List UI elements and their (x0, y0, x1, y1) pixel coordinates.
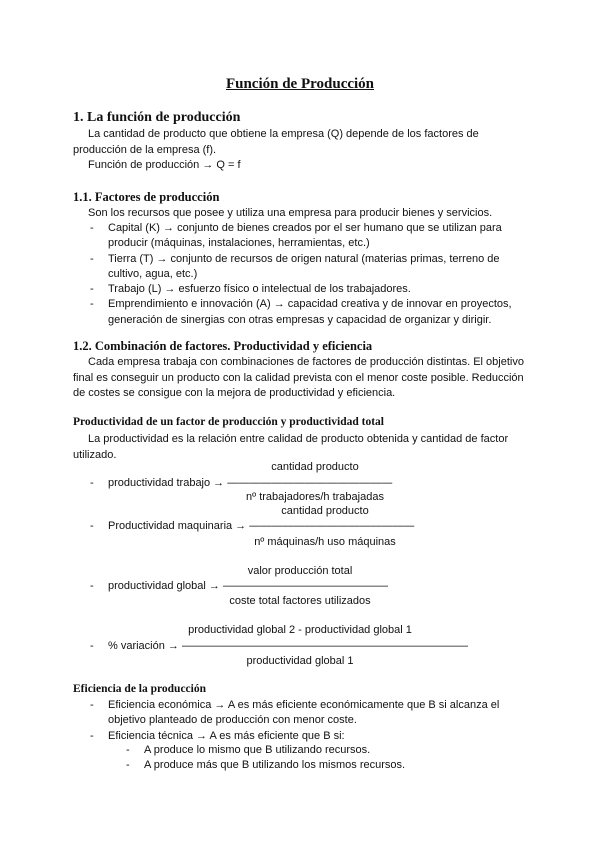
formula-denominator: nº trabajadores/h trabajadas (246, 491, 384, 503)
formula-numerator: cantidad producto (281, 505, 369, 517)
production-function-formula: Función de producción → Q = f (88, 159, 241, 171)
section-heading-1-1: 1.1. Factores de producción (73, 190, 220, 204)
s1-paragraph (73, 127, 531, 158)
formula-label: productividad trabajo → (108, 477, 225, 489)
s11-intro: Son los recursos que posee y utiliza una empresa para producir bienes y servicios. (88, 207, 493, 219)
list-dash: - (90, 640, 94, 652)
section-heading-1-2: 1.2. Combinación de factores. Productividad y eficiencia (73, 339, 373, 353)
formula-denominator: coste total factores utilizados (229, 595, 371, 607)
list-dash: - (90, 477, 94, 489)
productivity-heading: Productividad de un factor de producción y productividad total (73, 416, 384, 428)
formula-row (108, 477, 392, 489)
s12-paragraph (73, 355, 531, 402)
efficiency-list (90, 698, 530, 744)
fraction-bar: ——————————————— (222, 580, 388, 592)
formula-numerator: valor producción total (247, 565, 353, 577)
s1-paragraph-text: La cantidad de producto que obtiene la empresa (Q) depende de los factores de producción de la empresa (f). (73, 128, 479, 156)
list-dash: - (90, 580, 94, 592)
fraction-bar: ——————————————— (249, 520, 415, 532)
list-item: - A produce lo mismo que B utilizando recursos. (126, 743, 530, 758)
formula-numerator: cantidad producto (271, 461, 359, 473)
s12-paragraph-text: Cada empresa trabaja con combinaciones de factores de producción distintas. El objetivo final es conseguir un producto con la calidad prevista con el menor coste posible. Reducción de costes se consigue con la mejora de productividad y eficiencia. (73, 356, 524, 399)
list-item: - Eficiencia económica → A es más eficiente económicamente que B si alcanza el objetivo planteado de producción con menor coste. (90, 698, 530, 729)
formula-row (108, 580, 388, 592)
formula-denominator: productividad global 1 (246, 655, 354, 667)
formula-label: Productividad maquinaria → (108, 520, 247, 532)
formula-label: % variación → (108, 640, 179, 652)
list-item: - Tierra (T) → conjunto de recursos de origen natural (materias primas, terreno de cultivo, agua, etc.) (90, 252, 530, 283)
list-item: - Capital (K) → conjunto de bienes creados por el ser humano que se utilizan para producir (máquinas, instalaciones, herramientas, etc.) (90, 221, 530, 252)
list-dash: - (90, 520, 94, 532)
list-item: - A produce más que B utilizando los mismos recursos. (126, 758, 530, 773)
formula-label: productividad global → (108, 580, 220, 592)
efficiency-heading: Eficiencia de la producción (73, 683, 206, 695)
formula-denominator: nº máquinas/h uso máquinas (254, 536, 396, 548)
productivity-intro-text: La productividad es la relación entre calidad de producto obtenida y cantidad de factor utilizado. (73, 433, 509, 461)
formula-row (108, 520, 414, 532)
list-item: - Emprendimiento e innovación (A) → capacidad creativa y de innovar en proyectos, generación de sinergias con otras empresas y capacidad de organizar y dirigir. (90, 297, 530, 328)
formula-numerator: productividad global 2 - productividad global 1 (188, 624, 412, 636)
factors-list (90, 221, 530, 328)
page-title: Función de Producción (225, 76, 375, 92)
efficiency-sublist (126, 743, 530, 774)
productivity-intro (73, 432, 531, 463)
list-item: - Trabajo (L) → esfuerzo físico o intelectual de los trabajadores. (90, 282, 530, 297)
formula-row (108, 640, 468, 652)
section-heading-1: 1. La función de producción (73, 110, 241, 125)
fraction-bar: ——————————————— (227, 477, 393, 489)
list-item: - Eficiencia técnica → A es más eficiente que B si: (90, 729, 530, 744)
fraction-bar: —————————————————————————— (181, 640, 468, 652)
